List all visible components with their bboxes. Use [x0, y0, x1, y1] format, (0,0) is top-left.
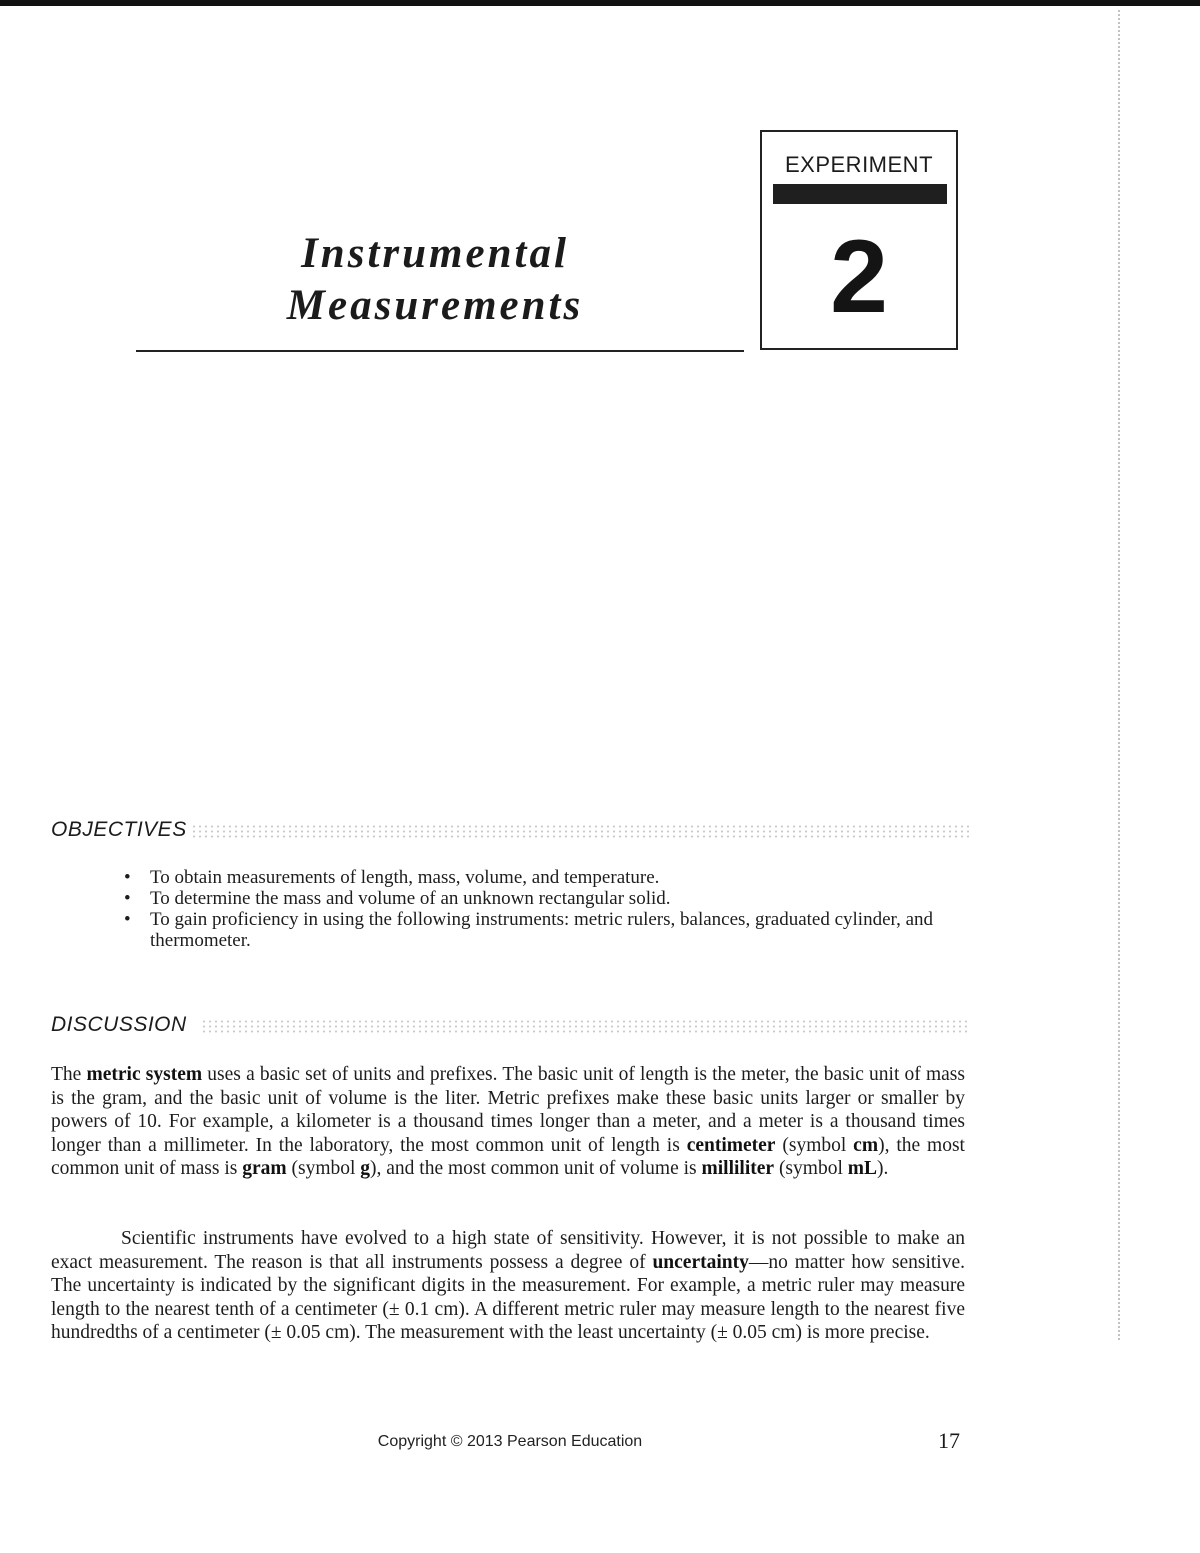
term-gram: gram	[242, 1158, 287, 1179]
term-uncertainty: uncertainty	[652, 1251, 749, 1273]
term-metric-system: metric system	[86, 1064, 203, 1085]
discussion-heading-label: DISCUSSION	[51, 1013, 193, 1036]
page-number: 17	[938, 1428, 960, 1453]
experiment-number: 2	[830, 219, 888, 335]
text-run: —no matter how sensitive. The uncertainty is indicated by the significant digits in the measurement. For example, a metric ruler may measure length to the nearest tenth of a centimeter (± 0.1 cm). A different metric ruler may measure length to the nearest five hundredths of a centimeter (± 0.05 cm). The measurement with the least uncertainty (± 0.05 cm) is more precise.	[51, 1251, 965, 1343]
objective-item: • To obtain measurements of length, mass, volume, and temperature.	[118, 867, 938, 888]
experiment-bar	[773, 184, 947, 204]
discussion-paragraph-2	[51, 1227, 965, 1345]
text-run: ), and the most common unit of volume is	[370, 1158, 702, 1179]
page-title	[200, 228, 670, 332]
text-run: (symbol	[775, 1134, 854, 1156]
discussion-paragraph-1	[51, 1063, 965, 1181]
experiment-badge	[760, 130, 958, 350]
term-centimeter: centimeter	[686, 1134, 776, 1156]
text-run: Scientific instruments have evolved to a high state of sensitivity. However, it is not possible to make an exact measurement. The reason is that all instruments possess a degree of	[51, 1228, 965, 1273]
text-run: uses a basic set of units and prefixes. The basic unit of length is the meter, the basic unit of mass is the gram, and the basic unit of volume is the liter. Metric prefixes make these basic units larger or smaller by powers of 10. For example, a kilometer is a thousand times longer than a meter, and a meter is a thousand times longer than a millimeter. In the laboratory, the most common unit of length is	[51, 1064, 965, 1156]
footer-copyright: Copyright © 2013 Pearson Education	[377, 1433, 643, 1450]
objective-item: • To determine the mass and volume of an unknown rectangular solid.	[118, 888, 938, 909]
text-run: ), the most common unit of mass is	[51, 1134, 965, 1179]
objectives-heading-dotted-fill	[191, 824, 971, 840]
text-run: The	[51, 1064, 87, 1085]
top-border-rule	[0, 0, 1200, 6]
term-milliliter: milliliter	[701, 1158, 775, 1179]
discussion-heading	[51, 1013, 971, 1043]
text-run: (symbol	[774, 1158, 848, 1179]
title-line-2: Measurements	[286, 282, 584, 329]
text-run: (symbol	[286, 1158, 361, 1179]
term-ml: mL	[847, 1158, 877, 1179]
objectives-heading-label: OBJECTIVES	[51, 818, 193, 841]
objectives-list	[118, 867, 938, 951]
objectives-heading	[51, 818, 971, 848]
term-g: g	[360, 1158, 371, 1179]
objective-item: • To gain proficiency in using the following instruments: metric rulers, balances, graduated cylinder, and thermometer.	[118, 909, 938, 951]
scan-edge-speckle	[1118, 10, 1122, 1340]
term-cm: cm	[853, 1134, 879, 1156]
title-underline	[136, 350, 744, 352]
discussion-heading-dotted-fill	[201, 1019, 971, 1035]
experiment-label: EXPERIMENT	[784, 152, 934, 177]
text-run: ).	[876, 1158, 889, 1179]
title-line-1: Instrumental	[301, 230, 569, 277]
